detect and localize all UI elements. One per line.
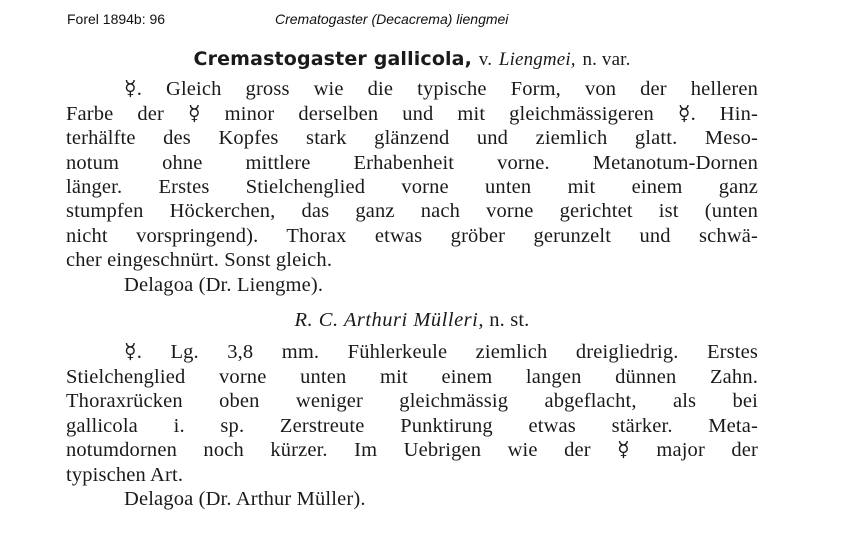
text-line: terhälfte des Kopfes stark glänzend und ziemlich glatt. Meso- <box>66 127 758 150</box>
text-line: gallicola i. sp. Zerstreute Punktirung etwas stärker. Meta- <box>66 414 758 437</box>
subtitle-name: R. C. Arthuri Mülleri, <box>294 309 484 332</box>
title-rank: n. var. <box>582 49 631 70</box>
text-line: typischen Art. <box>66 463 184 486</box>
locality-2: Delagoa (Dr. Arthur Müller). <box>124 487 366 510</box>
title-species: Cremastogaster gallicola, <box>193 48 473 70</box>
text-line: stumpfen Höckerchen, das ganz nach vorne gerichtet ist (unten <box>66 200 758 223</box>
title-v: v. <box>478 49 493 70</box>
text-line: nicht vorspringend). Thorax etwas gröber gerunzelt und schwä- <box>66 224 758 247</box>
text-line: Thoraxrücken oben weniger gleichmässig abgeflacht, als bei <box>66 390 758 413</box>
text-line: länger. Erstes Stielchenglied vorne unten mit einem ganz <box>66 176 758 199</box>
subtitle <box>66 308 758 332</box>
description-paragraph-2 <box>66 340 758 486</box>
text-line: cher eingeschnürt. Sonst gleich. <box>66 249 333 272</box>
citation-label: Forel 1894b: 96 <box>67 11 166 27</box>
text-line: ☿. Gleich gross wie die typische Form, von der helleren <box>124 78 758 101</box>
locality-1: Delagoa (Dr. Liengme). <box>124 273 324 296</box>
text-line: Farbe der ☿ minor derselben und mit gleichmässigeren ☿. Hin- <box>66 102 758 125</box>
text-line: ☿. Lg. 3,8 mm. Fühlerkeule ziemlich dreigliedrig. Erstes <box>124 341 758 364</box>
page-title <box>66 47 758 72</box>
text-line: Stielchenglied vorne unten mit einem langen dünnen Zahn. <box>66 365 758 388</box>
text-line: notum ohne mittlere Erhabenheit vorne. Metanotum-Dornen <box>66 151 758 174</box>
subtitle-rank: n. st. <box>489 309 530 332</box>
text-line: notumdornen noch kürzer. Im Uebrigen wie der ☿ major der <box>66 439 758 462</box>
document-page <box>66 42 758 511</box>
description-paragraph-1 <box>66 77 758 272</box>
taxon-label: Crematogaster (Decacrema) liengmei <box>275 11 509 27</box>
title-variety: Liengmei, <box>498 49 576 70</box>
